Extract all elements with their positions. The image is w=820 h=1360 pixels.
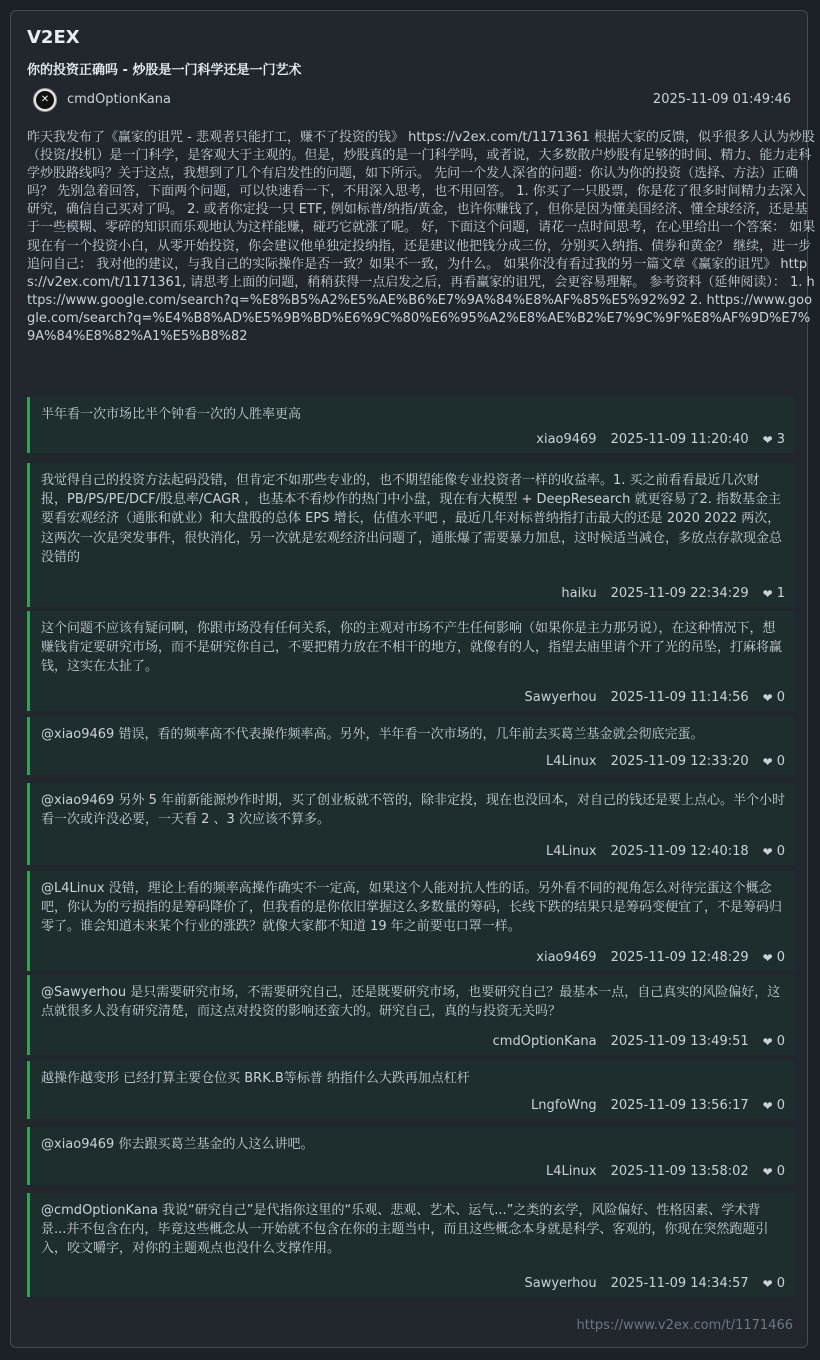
like-count: 0	[776, 1034, 785, 1049]
like-count: 0	[776, 1164, 785, 1179]
reply-user[interactable]: cmdOptionKana	[492, 1034, 597, 1049]
reply-text: @Sawyerhou 是只需要研究市场，不需要研究自己，还是既要研究市场，也要研究自己？最基本一点，自己真实的风险偏好，这点就很多人没有研究清楚，而这点对投资的影响还蛮大的。研究自己，真的与投资无关吗？	[41, 985, 781, 1020]
reply-meta	[561, 586, 785, 601]
author-name[interactable]: cmdOptionKana	[67, 92, 171, 107]
topic-card	[10, 10, 816, 1348]
like-count: 1	[776, 586, 785, 601]
reply-text: @xiao9469 另外 5 年前新能源炒作时期，买了创业板就不管的，除非定投，现在也没回本，对自己的钱还是要上点心。半个小时看一次或许没必要，一天看 2 、3 次应该不算多。	[41, 793, 785, 828]
x-logo-icon: ✕	[36, 91, 54, 109]
reply-item	[27, 611, 795, 711]
reply-time: 2025-11-09 12:33:20	[610, 754, 749, 769]
reply-item	[27, 871, 795, 971]
reply-text: @cmdOptionKana 我说“研究自己”是代指你这里的“乐观、悲观、艺术、运气...”之类的玄学，风险偏好、性格因素、学术背景...并不包含在内，毕竟这些概念从一开始就不包含在你的主题当中，而且这些概念本身就是科学、客观的，你现在突然跑题引入，咬文嚼字，对你的主题观点也没什么支撑作用。	[41, 1203, 769, 1257]
like-count: 3	[776, 432, 785, 447]
reply-text: @xiao9469 你去跟买葛兰基金的人这么讲吧。	[41, 1137, 314, 1152]
reply-likes[interactable]	[763, 690, 785, 705]
topic-title: 你的投资正确吗 - 炒股是一门科学还是一门艺术	[27, 63, 302, 78]
reply-text: 我觉得自己的投资方法起码没错，但肯定不如那些专业的，也不期望能像专业投资者一样的收益率。1. 买之前看看最近几次财报，PB/PS/PE/DCF/股息率/CAGR ，也基本不看炒作的热门中小盘，现在有大模型 + DeepResearch 就更容易了2. 指数基金主要看宏观经济（通胀和就业）和大盘股的总体 EPS 增长，估值水平吧 ，最近几年对标普纳指打击最大的还是 2020 2022 两次，这两次一次是突发事件，很快消化，另一次就是宏观经济出问题了，通胀爆了需要暴力加息，这时候适当减仓，多放点存款现金总没错的	[41, 473, 783, 565]
reply-time: 2025-11-09 14:34:57	[610, 1276, 749, 1291]
avatar[interactable]	[33, 88, 57, 112]
reply-item	[27, 1193, 795, 1297]
reply-meta	[536, 950, 785, 965]
reply-meta	[546, 844, 785, 859]
heart-icon: ❤	[762, 844, 773, 859]
heart-icon: ❤	[762, 690, 773, 705]
reply-item	[27, 783, 795, 865]
reply-text: @xiao9469 错误，看的频率高不代表操作频率高。另外，半年看一次市场的，几年前去买葛兰基金就会彻底完蛋。	[41, 727, 704, 742]
reply-time: 2025-11-09 11:20:40	[610, 432, 749, 447]
reply-time: 2025-11-09 11:14:56	[610, 690, 749, 705]
reply-text: 这个问题不应该有疑问啊，你跟市场没有任何关系，你的主观对市场不产生任何影响（如果你是主力那另说），在这种情况下，想赚钱肯定要研究市场，而不是研究你自己，不要把精力放在不相干的地方，就像有的人，指望去庙里请个开了光的吊坠，打麻将赢钱，这实在太扯了。	[41, 621, 783, 675]
reply-meta	[536, 432, 785, 447]
reply-user[interactable]: haiku	[561, 586, 597, 601]
reply-likes[interactable]	[763, 1276, 785, 1291]
like-count: 0	[776, 950, 785, 965]
reply-likes[interactable]	[763, 586, 785, 601]
reply-time: 2025-11-09 13:58:02	[610, 1164, 749, 1179]
reply-user[interactable]: Sawyerhou	[524, 690, 597, 705]
like-count: 0	[776, 844, 785, 859]
topic-url[interactable]: https://www.v2ex.com/t/1171466	[576, 1318, 793, 1333]
reply-likes[interactable]	[763, 1098, 785, 1113]
topic-content: 昨天我发布了《赢家的诅咒 - 悲观者只能打工，赚不了投资的钱》 https://v2ex.com/t/1171361 根据大家的反馈，似乎很多人认为炒股（投资/投机）是一门科学，是客观大于主观的。但是，炒股真的是一门科学吗，或者说，大多数散户炒股有足够的时间、精力、能力走科学炒股路线吗？关于这点，我想到了几个有启发性的问题，如下所示。 先问一个发人深省的问题：你认为你的投资（选择、方法）正确吗？ 先别急着回答，下面两个问题，可以快速看一下，不用深入思考，也不用回答。 1. 你买了一只股票，你是花了很多时间精力去深入研究，确信自己买对了吗。 2. 或者你定投一只 ETF, 例如标普/纳指/黄金，也许你赚钱了，但你是因为懂美国经济、懂全球经济，还是基于一些模糊、零碎的知识而乐观地认为这样能赚，碰巧它就涨了呢。 好，下面这个问题，请花一点时间思考，在心里给出一个答案： 如果现在有一个投资小白，从零开始投资，你会建议他单独定投纳指，还是建议他把钱分成三份，分别买入纳指、债券和黄金？ 继续，进一步追问自己： 我对他的建议，与我自己的实际操作是否一致？如果不一致，为什么。 如果你没有看过我的另一篇文章《赢家的诅咒》 https://v2ex.com/t/1171361, 请思考上面的问题，稍稍获得一点启发之后，再看赢家的诅咒，会更容易理解。 参考资料（延伸阅读）： 1. https://www.google.com/search?q=%E8%B5%A2%E5%AE%B6%E7%9A%84%E8%AF%85%E5%92%92 2. https://www.google.com/search?q=%E4%B8%AD%E5%9B%BD%E6%9C%80%E6%95%A2%E8%AE%B2%E7%9C%9F%E8%AF%9D%E7%9A%84%E8%82%A1%E5%B8%82	[27, 130, 816, 345]
reply-likes[interactable]	[763, 1034, 785, 1049]
reply-time: 2025-11-09 13:49:51	[610, 1034, 749, 1049]
reply-item	[27, 975, 795, 1055]
reply-meta	[493, 1034, 785, 1049]
reply-user[interactable]: L4Linux	[546, 754, 597, 769]
reply-meta	[531, 1098, 785, 1113]
like-count: 0	[776, 754, 785, 769]
like-count: 0	[776, 1098, 785, 1113]
heart-icon: ❤	[762, 1034, 773, 1049]
heart-icon: ❤	[762, 1276, 773, 1291]
reply-time: 2025-11-09 13:56:17	[610, 1098, 749, 1113]
like-count: 0	[776, 690, 785, 705]
post-time: 2025-11-09 01:49:46	[652, 92, 791, 107]
reply-likes[interactable]	[763, 950, 785, 965]
reply-user[interactable]: xiao9469	[536, 950, 597, 965]
heart-icon: ❤	[762, 1164, 773, 1179]
reply-time: 2025-11-09 22:34:29	[610, 586, 749, 601]
heart-icon: ❤	[762, 950, 773, 965]
reply-likes[interactable]	[763, 1164, 785, 1179]
reply-user[interactable]: xiao9469	[536, 432, 597, 447]
reply-item	[27, 1127, 795, 1185]
reply-item	[27, 463, 795, 607]
reply-user[interactable]: Sawyerhou	[524, 1276, 597, 1291]
reply-item	[27, 397, 795, 453]
like-count: 0	[776, 1276, 785, 1291]
reply-user[interactable]: L4Linux	[546, 1164, 597, 1179]
site-logo[interactable]: V2EX	[27, 27, 80, 48]
heart-icon: ❤	[762, 754, 773, 769]
reply-meta	[546, 754, 785, 769]
reply-meta	[524, 1276, 785, 1291]
reply-text: @L4Linux 没错，理论上看的频率高操作确实不一定高，如果这个人能对抗人性的话。另外看不同的视角怎么对待完蛋这个概念吧，你认为的亏损指的是筹码降价了，但我看的是你依旧掌握这么多数量的筹码，长线下跌的结果只是筹码变便宜了，不是筹码归零了。谁会知道未来某个行业的涨跌？就像大家都不知道 19 年之前要屯口罩一样。	[41, 881, 783, 935]
reply-likes[interactable]	[763, 432, 785, 447]
reply-likes[interactable]	[763, 754, 785, 769]
reply-text: 越操作越变形 已经打算主要仓位买 BRK.B等标普 纳指什么大跌再加点杠杆	[41, 1071, 470, 1086]
reply-user[interactable]: LngfoWng	[530, 1098, 597, 1113]
author-row	[27, 87, 791, 115]
heart-icon: ❤	[762, 432, 773, 447]
reply-item	[27, 717, 795, 775]
heart-icon: ❤	[762, 1098, 773, 1113]
heart-icon: ❤	[762, 586, 773, 601]
reply-likes[interactable]	[763, 844, 785, 859]
reply-user[interactable]: L4Linux	[546, 844, 597, 859]
reply-item	[27, 1061, 795, 1119]
reply-meta	[546, 1164, 785, 1179]
reply-time: 2025-11-09 12:48:29	[610, 950, 749, 965]
reply-time: 2025-11-09 12:40:18	[610, 844, 749, 859]
reply-meta	[524, 690, 785, 705]
reply-text: 半年看一次市场比半个钟看一次的人胜率更高	[41, 407, 302, 422]
